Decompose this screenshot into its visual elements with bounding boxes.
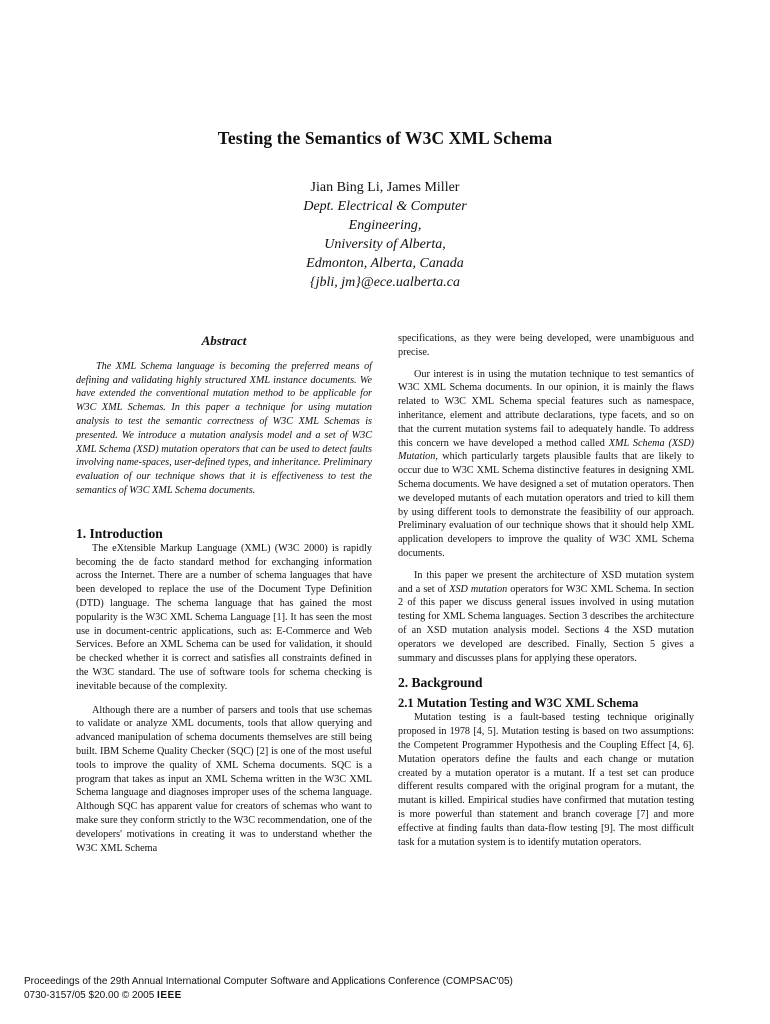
footer-copyright: 0730-3157/05 $20.00 © 2005 IEEE [24, 990, 182, 1001]
author-email: {jbli, jm}@ece.ualberta.ca [309, 275, 461, 290]
ieee-logo: IEEE [157, 990, 182, 1001]
proceedings-footer [24, 975, 744, 1003]
subsection-heading: 2.1 Mutation Testing and W3C XML Schema [398, 696, 639, 711]
body-paragraph: Mutation testing is a fault-based testing technique originally proposed in 1978 [4, 5]. Mutation testing is based on two assumptions: the Competent Programmer Hypothesis and the Coupling Effect [4, 6]. Mutation operators define the faults and each change or mutation created by a mutation operator is a mutant. If a test set can produce different results compared with the original program for a mutant, the mutant is killed. Empirical studies have confirmed that mutation testing is more powerful than statement and branch coverage [7] and more effective at finding faults than data-flow testing [9]. The most difficult task for a mutation system is to identify mutation operators. [398, 712, 694, 848]
affiliation-line: Dept. Electrical & Computer [303, 199, 467, 214]
left-column [76, 334, 372, 855]
introduction-paragraph: Although there are a number of parsers and tools that use schemas to validate or analyze XML documents, tools that allow querying and advanced manipulation of schema documents themselves are still being built. IBM Scheme Quality Checker (SQC) [2] is one of the most useful tools to improve the quality of XML Schema documents. SQC is a program that takes as input an XML Schema written in the W3C XML Schema language and diagnoses improper uses of the schema language. Although SQC has apparent value for creators of schemas who want to make sure they conform strictly to the W3C recommendation, one of the developers' motivations in creating it was to understand whether the W3C XML Schema [76, 704, 372, 854]
author-names: Jian Bing Li, James Miller [310, 180, 460, 195]
abstract-heading: Abstract [201, 333, 247, 348]
body-paragraph: In this paper we present the architecture of XSD mutation system and a set of XSD mutation operators for W3C XML Schema. In section 2 of this paper we discuss general issues involved in using mutation testing for XML Schema languages. Section 3 describes the architecture of an XSD mutation analysis model. Sections 4 the XSD mutation operators we developed are described. Finally, Section 5 gives a summary and discusses plans for applying these operators. [398, 569, 694, 664]
body-paragraph: specifications, as they were being developed, were unambiguous and precise. [398, 333, 694, 358]
paper-title: Testing the Semantics of W3C XML Schema [217, 128, 553, 148]
introduction-heading: 1. Introduction [76, 525, 163, 541]
affiliation-line: Edmonton, Alberta, Canada [306, 256, 464, 271]
footer-citation: Proceedings of the 29th Annual International Computer Software and Applications Conference (COMPSAC'05) [24, 976, 513, 987]
author-block [220, 178, 550, 292]
background-heading: 2. Background [398, 675, 483, 691]
body-paragraph: Our interest is in using the mutation technique to test semantics of W3C XML Schema documents. In our opinion, it is mainly the flaws related to W3C XML Schema special features such as namespace, inheritance, element and attribute declarations, type facets, and so on that the current mutation systems fail to adequately handle. To address this concern we have developed a method called XML Schema (XSD) Mutation, which particularly targets plausible faults that are likely to occur due to W3C XML Schema distinctive features in designing XML Schema documents. We have designed a set of mutation operators. Then we developed mutants of each mutation operators and tried to kill them by using different tools to demonstrate the feasibility of our approach. Preliminary evaluation of our technique shows that it should help XML application developers to improve the quality of W3C XML Schema documents. [398, 368, 694, 559]
affiliation-line: Engineering, [348, 218, 422, 233]
affiliation-line: University of Alberta, [324, 237, 446, 252]
right-column [398, 332, 694, 849]
introduction-paragraph: The eXtensible Markup Language (XML) (W3C 2000) is rapidly becoming the de facto standard method for exchanging information across the Internet. There are a number of schema languages that have been developed to replace the use of the Document Type Definition (DTD) language. The schema language that has gained the most popularity is the W3C XML Schema Language [1]. It has seen the most use in document-centric applications, such as: E-Commerce and Web Services. Before an XML Schema can be used for validation, it should be checked whether it is correct and satisfies all constraints defined in the W3C standard. The use of software tools for schema checking is inevitable because of the complexity. [76, 542, 372, 692]
abstract-text: The XML Schema language is becoming the preferred means of defining and validating highly structured XML instance documents. We have extended the conventional mutation method to be applicable for W3C XML Schemas. In this paper a technique for using mutation analysis to test the semantic correctness of W3C XML Schemas is presented. We introduce a mutation analysis model and a set of W3C XML Schema (XSD) mutation operators that can be used to detect faults involving name-spaces, user-defined types, and inheritance. Preliminary evaluation of our technique shows that it is effectiveness to test the semantics of W3C XML Schema documents. [76, 360, 372, 496]
